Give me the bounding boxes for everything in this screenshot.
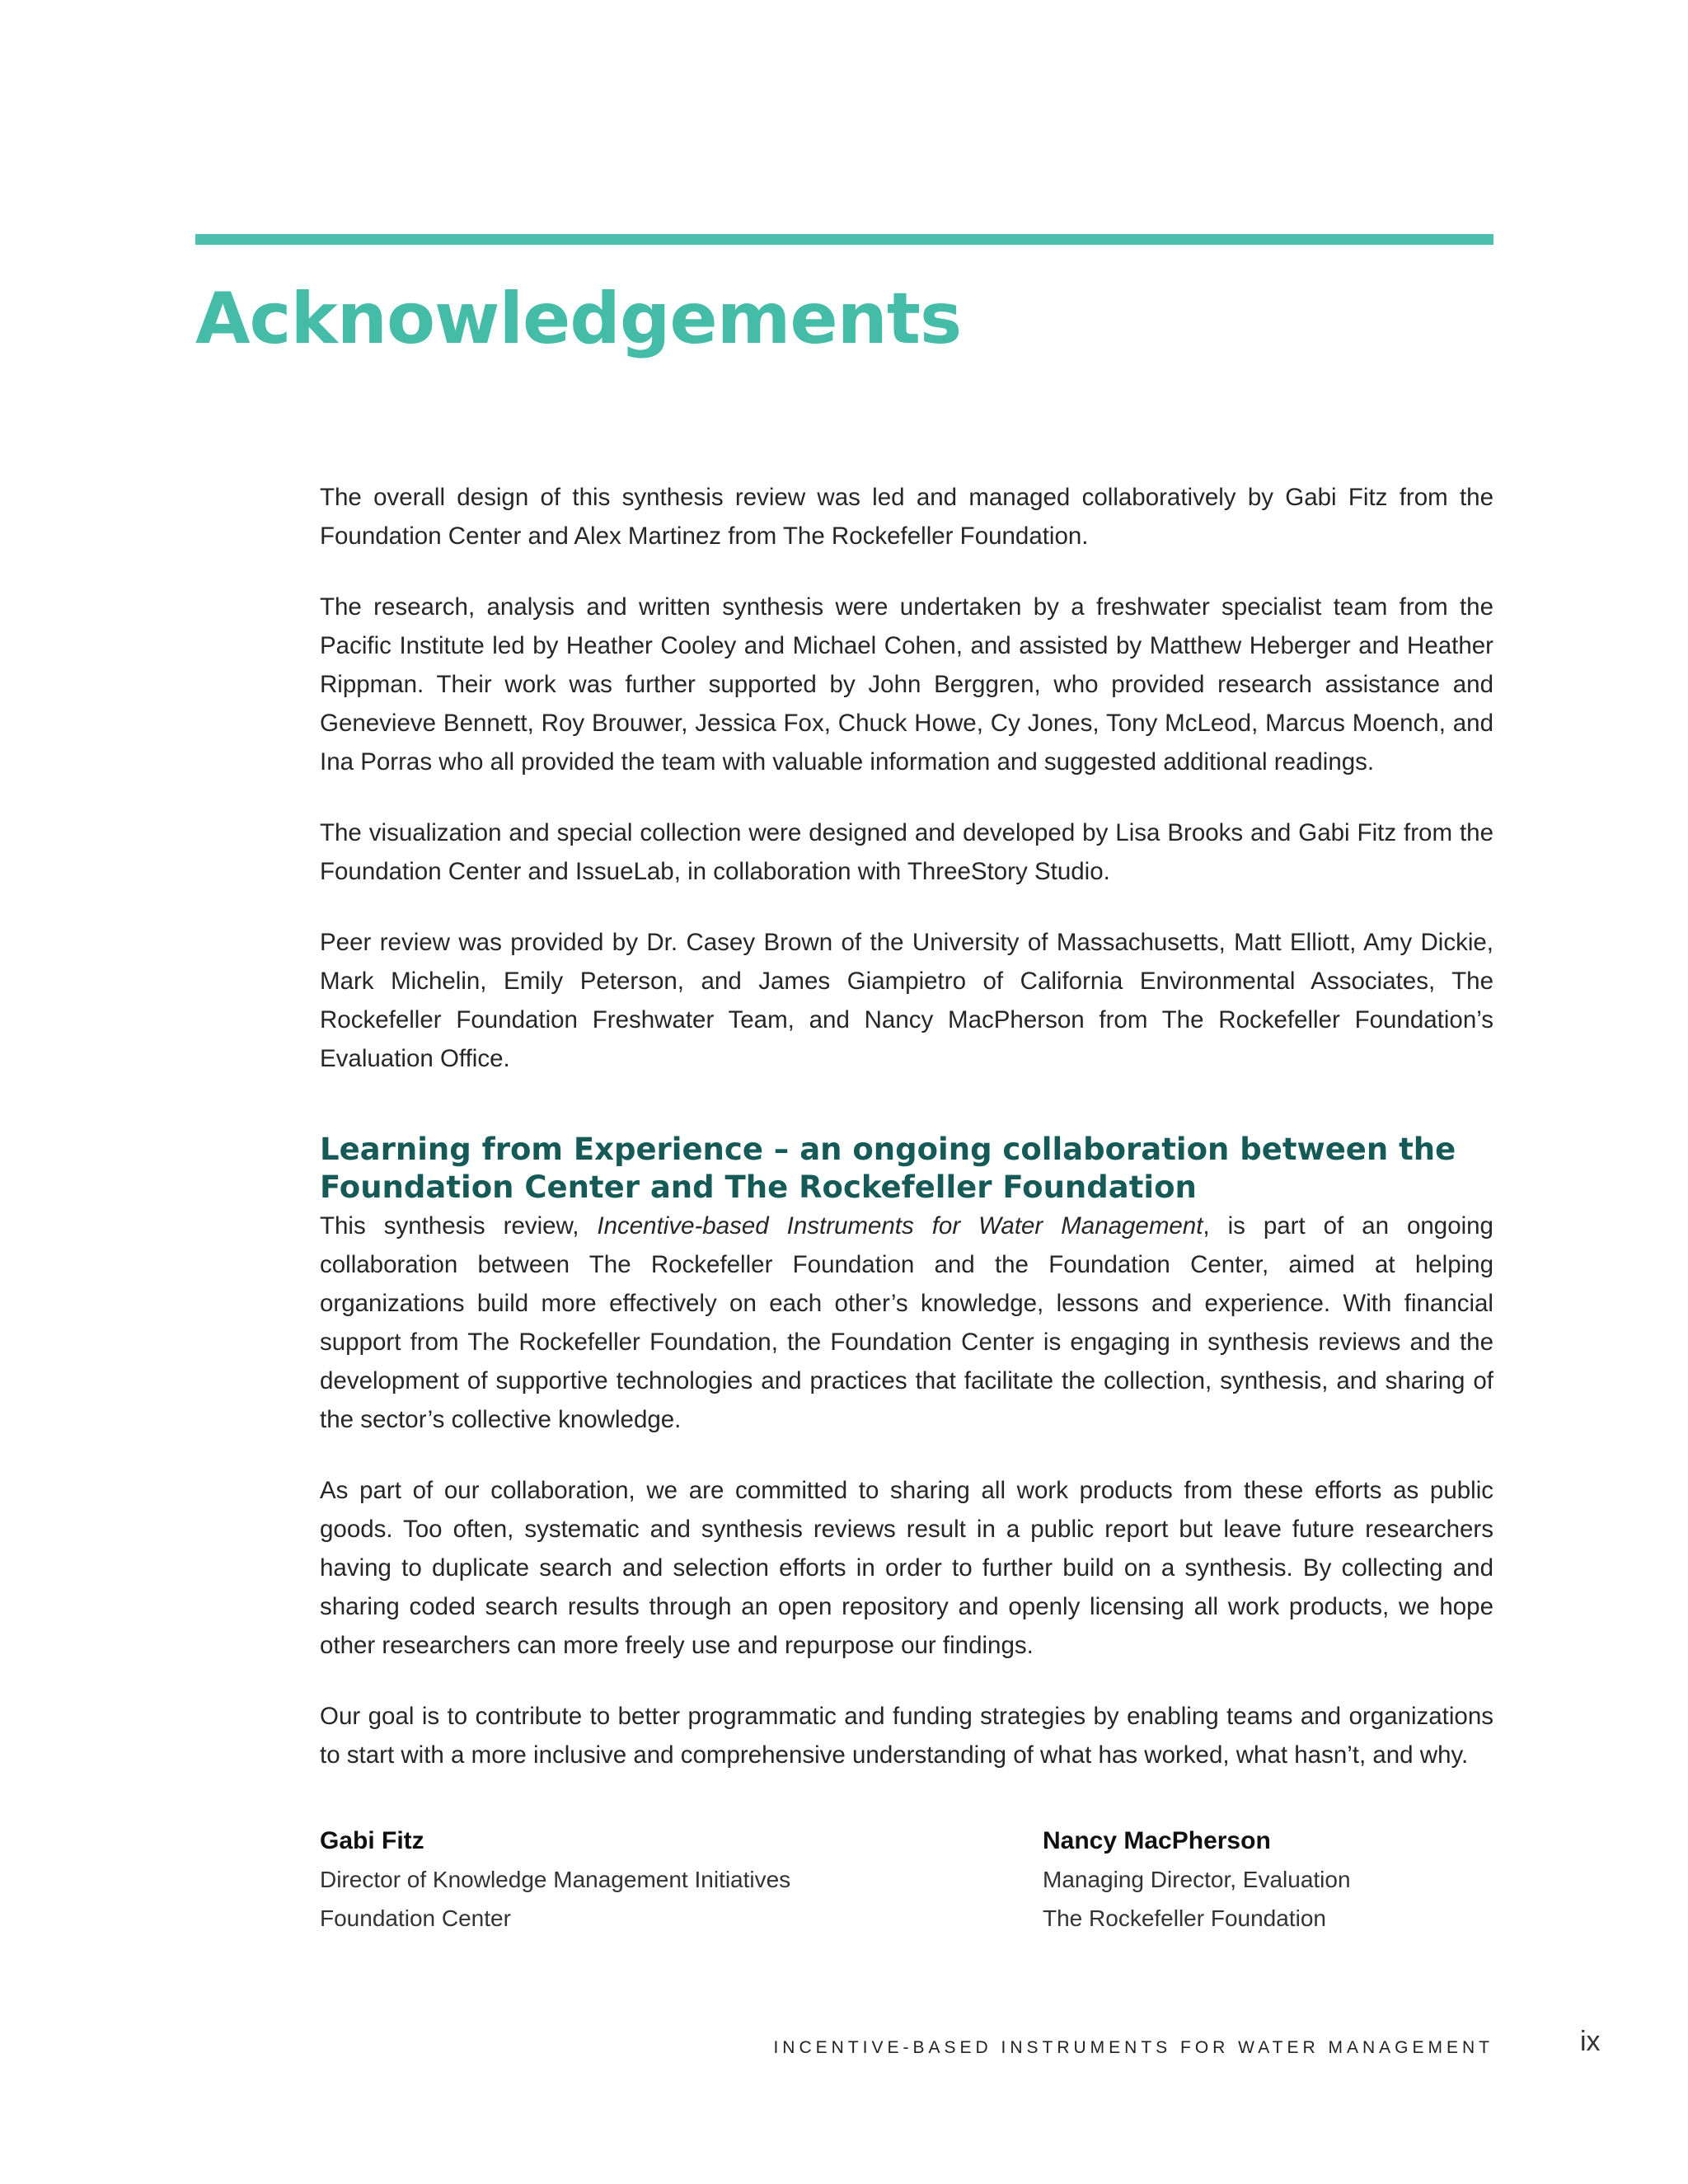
signature-block (320, 1822, 1043, 1938)
signatures (320, 1822, 1493, 1938)
title-rule (195, 234, 1493, 245)
intro-paragraph: The visualization and special collection were designed and developed by Lisa Brooks and Gabi Fitz from the Foundation Center and IssueLab, in collaboration with ThreeStory Studio. (320, 819, 1493, 885)
page-number: ix (1580, 2026, 1601, 2057)
intro-paragraph: Peer review was provided by Dr. Casey Brown of the University of Massachusetts, Matt Elliott, Amy Dickie, Mark Michelin, Emily Peterson, and James Giampietro of California Environmental Associates, The Rockefeller Foundation Freshwater Team, and Nancy MacPherson from The Rockefeller Foundation’s Evaluation Office. (320, 929, 1493, 1072)
report-title-italic: Incentive-based Instruments for Water Management (597, 1212, 1203, 1240)
signature-name: Nancy MacPherson (1043, 1827, 1271, 1854)
main-content (320, 478, 1493, 1938)
section-heading: Learning from Experience – an ongoing collaboration between the Foundation Center and The Rockefeller Foundation (320, 1132, 1456, 1205)
signature-block (1043, 1822, 1493, 1938)
section-paragraph: Our goal is to contribute to better programmatic and funding strategies by enabling teams and organizations to start with a more inclusive and comprehensive understanding of what has worked, what hasn’t, and why. (320, 1703, 1493, 1769)
section-paragraph: As part of our collaboration, we are committed to sharing all work products from these efforts as public goods. Too often, systematic and synthesis reviews result in a public report but leave future researchers having to duplicate search and selection efforts in order to further build on a synthesis. By collecting and sharing coded search results through an open repository and openly licensing all work products, we hope other researchers can more freely use and repurpose our findings. (320, 1477, 1493, 1659)
signature-title: Managing Director, Evaluation (1043, 1867, 1351, 1892)
signature-org: The Rockefeller Foundation (1043, 1905, 1326, 1931)
intro-paragraph: The research, analysis and written synthesis were undertaken by a freshwater specialist team from the Pacific Institute led by Heather Cooley and Michael Cohen, and assisted by Matthew Heberger and Heather Rippman. Their work was further supported by John Berggren, who provided research assistance and Genevieve Bennett, Roy Brouwer, Jessica Fox, Chuck Howe, Cy Jones, Tony McLeod, Marcus Moench, and Ina Porras who all provided the team with valuable information and suggested additional readings. (320, 593, 1493, 776)
signature-org: Foundation Center (320, 1905, 511, 1931)
intro-paragraph: The overall design of this synthesis review was led and managed collaboratively by Gabi Fitz from the Foundation Center and Alex Martinez from The Rockefeller Foundation. (320, 484, 1493, 550)
page-title: Acknowledgements (195, 278, 962, 360)
signature-title: Director of Knowledge Management Initiatives (320, 1867, 791, 1892)
running-footer-title: INCENTIVE-BASED INSTRUMENTS FOR WATER MANAGEMENT (773, 2038, 1493, 2057)
section-paragraph (320, 1207, 1493, 1439)
section-paragraph-text: This synthesis review, (320, 1212, 598, 1240)
signature-name: Gabi Fitz (320, 1827, 424, 1854)
section-paragraph-text: , is part of an ongoing collaboration between The Rockefeller Foundation and the Foundation Center, aimed at helping organizations build more effectively on each other’s knowledge, lessons and experience. With financial support from The Rockefeller Foundation, the Foundation Center is engaging in synthesis reviews and the development of supportive technologies and practices that facilitate the collection, synthesis, and sharing of the sector’s collective knowledge. (320, 1212, 1493, 1433)
